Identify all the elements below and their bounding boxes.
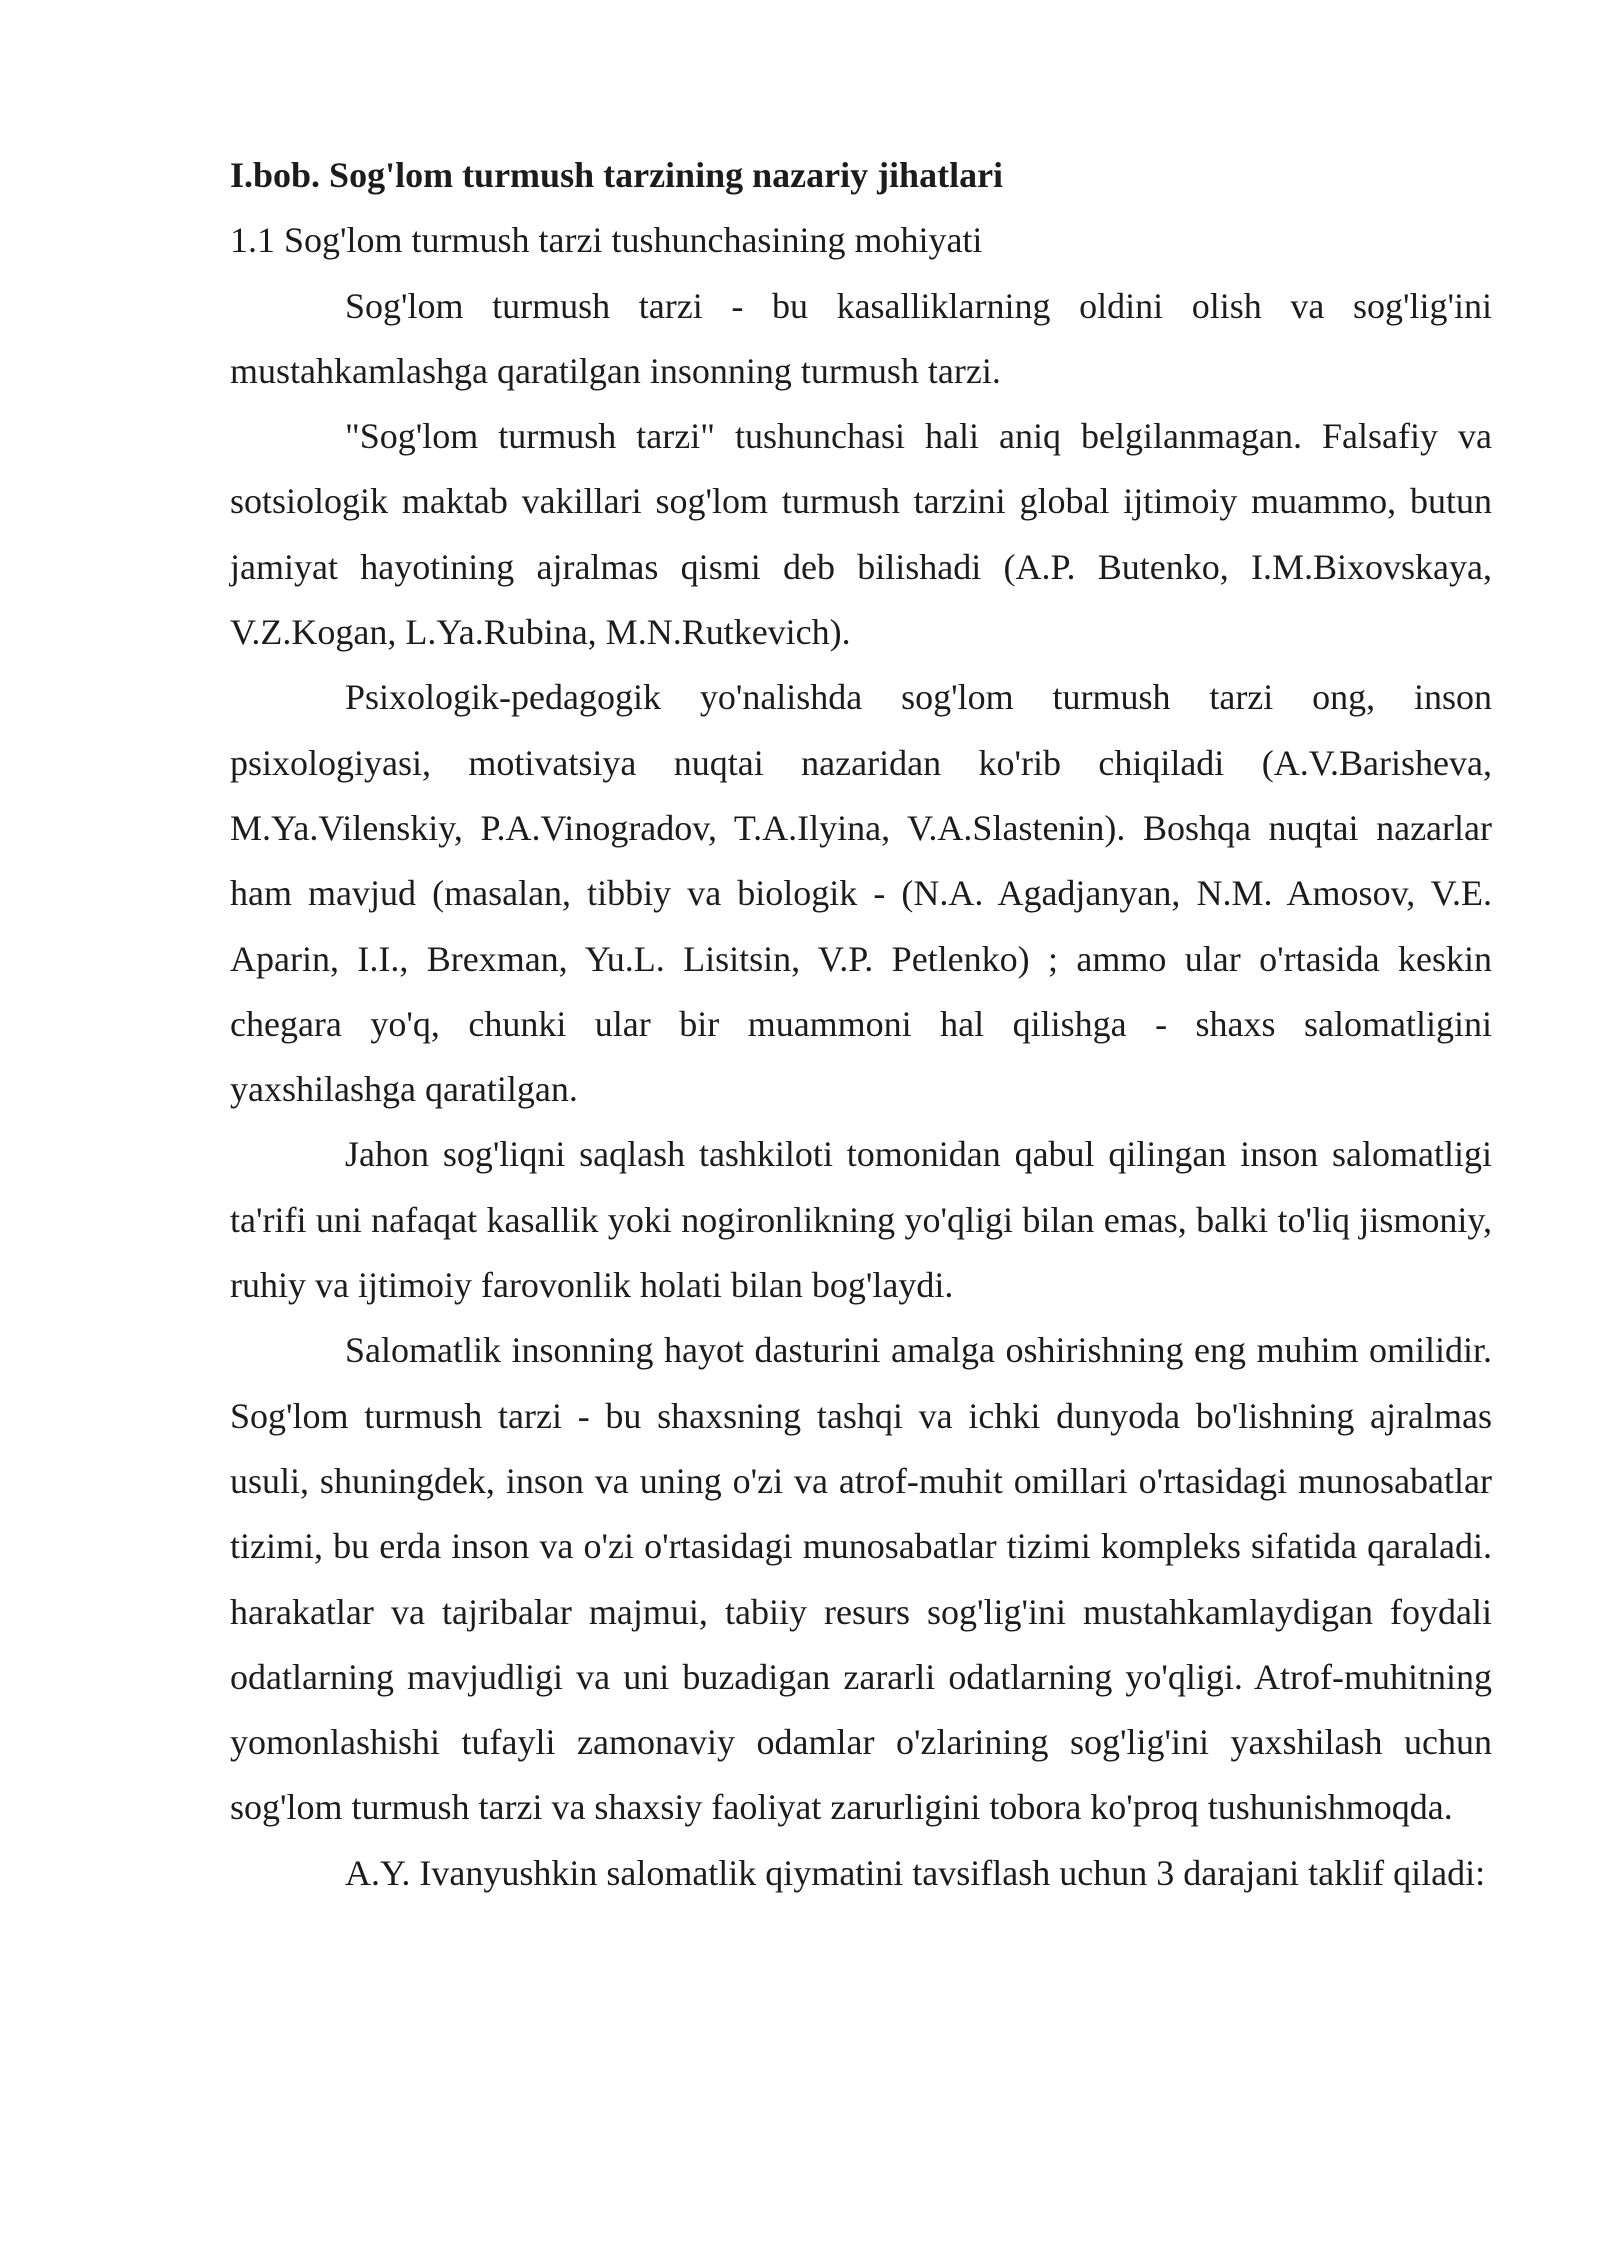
page-content	[230, 143, 1492, 1906]
section-title: 1.1 Sog'lom turmush tarzi tushunchasining mohiyati	[230, 220, 983, 261]
paragraph-health-factor: Salomatlik insonning hayot dasturini amalga oshirishning eng muhim omilidir. Sog'lom turmush tarzi - bu shaxsning tashqi va ichki dunyoda bo'lishning ajralmas usuli, shuningdek, inson va uning o'zi va atrof-muhit omillari o'rtasidagi munosabatlar tizimi, bu erda inson va o'zi o'rtasidagi munosabatlar tizimi kompleks sifatida qaraladi. harakatlar va tajribalar majmui, tabiiy resurs sog'lig'ini mustahkamlaydigan foydali odatlarning mavjudligi va uni buzadigan zararli odatlarning yo'qligi. Atrof-muhitning yomonlashishi tufayli zamonaviy odamlar o'zlarining sog'lig'ini yaxshilash uchun sog'lom turmush tarzi va shaxsiy faoliyat zarurligini tobora ko'proq tushunishmoqda.	[230, 1330, 1492, 1828]
paragraph-definition: Sog'lom turmush tarzi - bu kasalliklarning oldini olish va sog'lig'ini mustahkamlashga qaratilgan insonning turmush tarzi.	[230, 285, 1492, 391]
paragraph-psychological-view: Psixologik-pedagogik yo'nalishda sog'lom turmush tarzi ong, inson psixologiyasi, motivatsiya nuqtai nazaridan ko'rib chiqiladi (A.V.Barisheva, M.Ya.Vilenskiy, P.A.Vinogradov, T.A.Ilyina, V.A.Slastenin). Boshqa nuqtai nazarlar ham mavjud (masalan, tibbiy va biologik - (N.A. Agadjanyan, N.M. Amosov, V.E. Aparin, I.I., Brexman, Yu.L. Lisitsin, V.P. Petlenko) ; ammo ular o'rtasida keskin chegara yo'q, chunki ular bir muammoni hal qilishga - shaxs salomatligini yaxshilashga qaratilgan.	[230, 677, 1492, 1110]
chapter-title: I.bob. Sog'lom turmush tarzining nazariy jihatlari	[230, 155, 1004, 195]
paragraph-philosophical-view: "Sog'lom turmush tarzi" tushunchasi hali aniq belgilanmagan. Falsafiy va sotsiologik maktab vakillari sog'lom turmush tarzini global ijtimoiy muammo, butun jamiyat hayotining ajralmas qismi deb bilishadi (A.P. Butenko, I.M.Bixovskaya, V.Z.Kogan, L.Ya.Rubina, M.N.Rutkevich).	[230, 416, 1492, 653]
paragraph-who-definition: Jahon sog'liqni saqlash tashkiloti tomonidan qabul qilingan inson salomatligi ta'rifi uni nafaqat kasallik yoki nogironlikning yo'qligi bilan emas, balki to'liq jismoniy, ruhiy va ijtimoiy farovonlik holati bilan bog'laydi.	[230, 1134, 1492, 1306]
paragraph-ivanyushkin: A.Y. Ivanyushkin salomatlik qiymatini tavsiflash uchun 3 darajani taklif qiladi:	[345, 1852, 1486, 1893]
